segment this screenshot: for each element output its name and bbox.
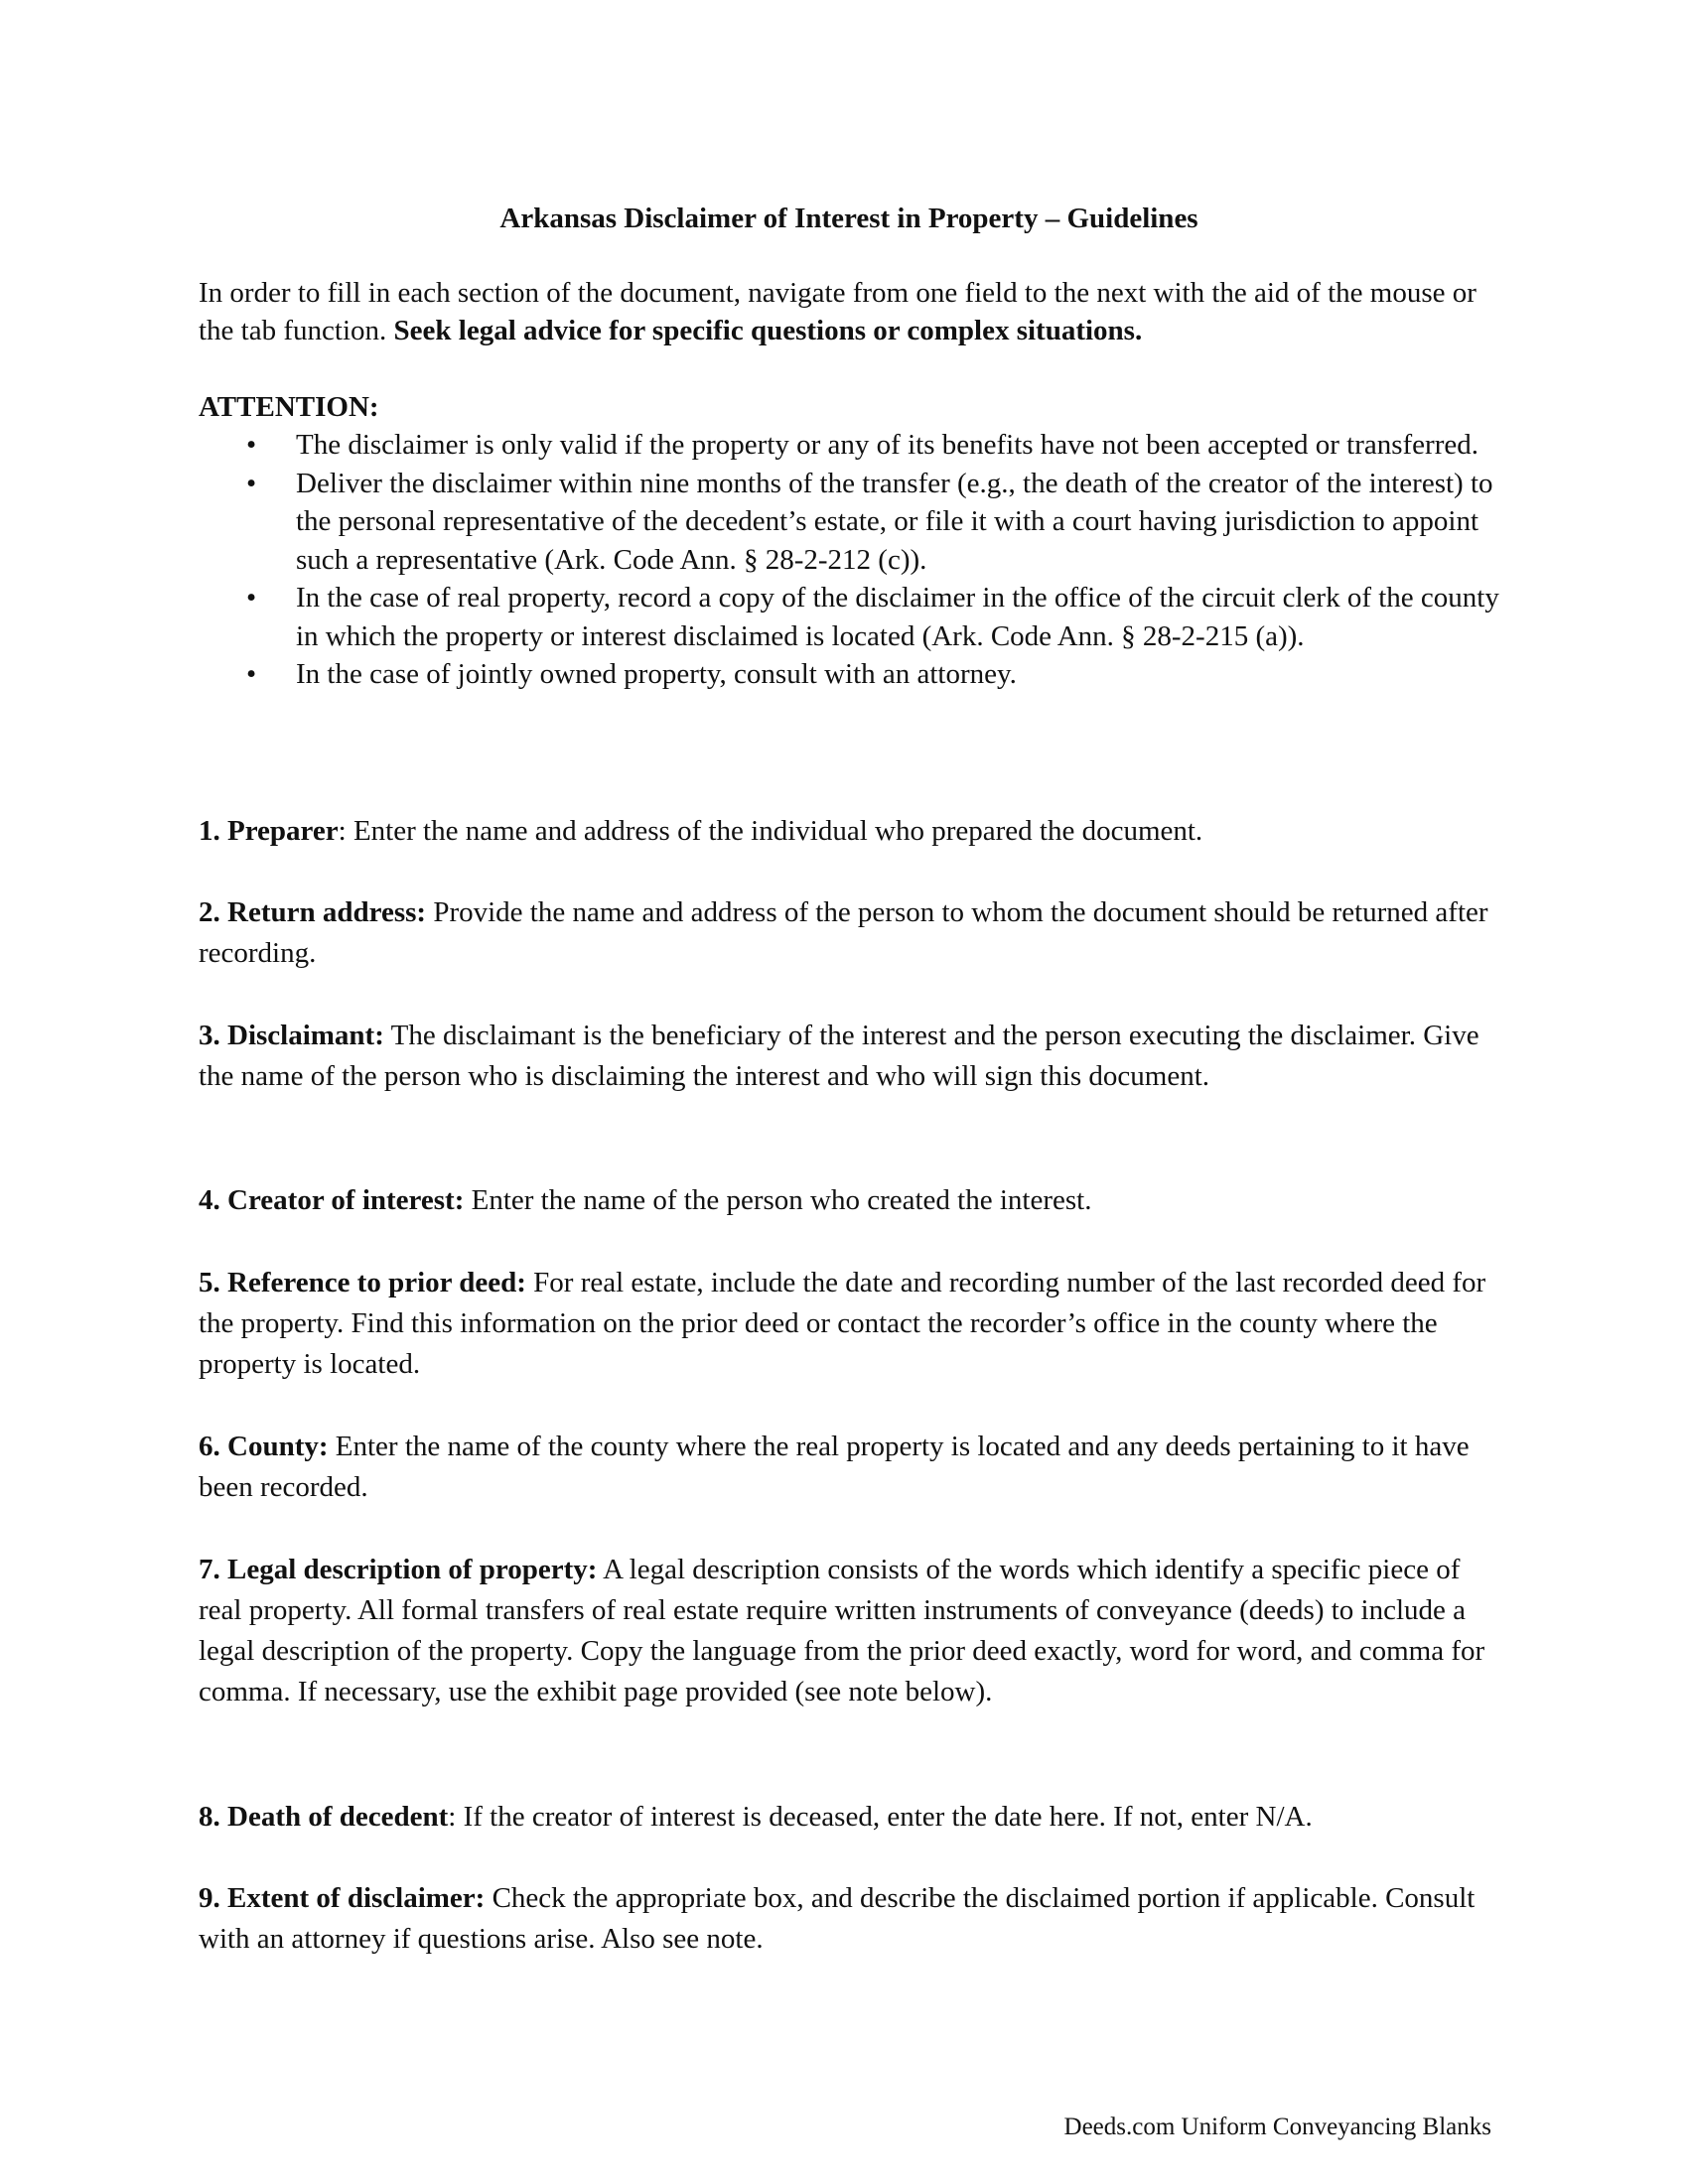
section-text: Enter the name of the county where the real property is located and any deeds pertaining to it have been recorded.: [199, 1431, 1470, 1503]
section-label: 8. Death of decedent: [199, 1801, 449, 1833]
section-label: 7. Legal description of property:: [199, 1554, 598, 1585]
section-label: 9. Extent of disclaimer:: [199, 1882, 486, 1914]
bullet-icon: •: [246, 467, 257, 499]
section-text: The disclaimant is the beneficiary of the interest and the person executing the disclaimer. Give the name of the person who is disclaiming the interest and who will sign this document.: [199, 1020, 1479, 1092]
attention-block: [199, 388, 1499, 694]
section-legal-description: [199, 1550, 1499, 1712]
intro-bold-text: Seek legal advice for specific questions or complex situations.: [393, 315, 1143, 346]
bullet-icon: •: [246, 429, 257, 461]
footer-text: Deeds.com Uniform Conveyancing Blanks: [1063, 2114, 1491, 2140]
section-separator: [329, 1431, 336, 1462]
section-label: 3. Disclaimant:: [199, 1020, 384, 1051]
section-text: Enter the name of the person who created the interest.: [471, 1184, 1092, 1216]
section-text: Provide the name and address of the person to whom the document should be returned after recording.: [199, 896, 1488, 969]
bullet-item: [199, 655, 1499, 694]
bullet-icon: •: [246, 582, 257, 614]
section-text: Check the appropriate box, and describe the disclaimed portion if applicable. Consult with an attorney if questions arise. Also see note.: [199, 1882, 1476, 1955]
section-county: [199, 1427, 1499, 1508]
section-text: Enter the name and address of the individual who prepared the document.: [352, 815, 1203, 847]
intro-text: In order to fill in each section of the document, navigate from one field to the next with the aid of the mouse or the tab function.: [199, 277, 1477, 346]
document-title: Arkansas Disclaimer of Interest in Property – Guidelines: [499, 203, 1198, 234]
section-extent-of-disclaimer: [199, 1878, 1499, 1960]
bullet-text: The disclaimer is only valid if the property or any of its benefits have not been accepted or transferred.: [296, 429, 1478, 461]
section-death-of-decedent: [199, 1797, 1499, 1838]
section-preparer: [199, 811, 1499, 852]
bullet-text: In the case of jointly owned property, consult with an attorney.: [296, 658, 1017, 690]
section-label: 1. Preparer: [199, 815, 339, 847]
section-creator-of-interest: [199, 1180, 1499, 1221]
section-separator: [384, 1020, 391, 1051]
section-disclaimant: [199, 1016, 1499, 1097]
bullet-text: In the case of real property, record a copy of the disclaimer in the office of the circuit clerk of the county in which the property or interest disclaimed is located (Ark. Code Ann. § 28-2-215 (a)).: [296, 582, 1499, 652]
section-label: 2. Return address:: [199, 896, 427, 928]
section-separator: :: [338, 815, 353, 847]
attention-bullet-list: [199, 426, 1499, 694]
section-return-address: [199, 892, 1499, 974]
bullet-icon: •: [246, 658, 257, 690]
bullet-item: [199, 579, 1499, 655]
bullet-item: [199, 465, 1499, 580]
section-reference-to-prior-deed: [199, 1263, 1499, 1385]
bullet-item: [199, 426, 1499, 465]
section-label: 5. Reference to prior deed:: [199, 1267, 526, 1298]
section-text: For real estate, include the date and recording number of the last recorded deed for the property. Find this information on the prior deed or contact the recorder’s office in the county where the property is located.: [199, 1267, 1486, 1380]
attention-heading: ATTENTION:: [199, 391, 379, 423]
section-text: A legal description consists of the words which identify a specific piece of real property. All formal transfers of real estate require written instruments of conveyance (deeds) to include a legal description of the property. Copy the language from the prior deed exactly, word for word, and comma for comma. If necessary, use the exhibit page provided (see note below).: [199, 1554, 1485, 1707]
intro-paragraph: [199, 274, 1499, 349]
section-separator: :: [448, 1801, 464, 1833]
bullet-text: Deliver the disclaimer within nine months of the transfer (e.g., the death of the creator of the interest) to the personal representative of the decedent’s estate, or file it with a court having jurisdiction to appoint such a representative (Ark. Code Ann. § 28-2-212 (c)).: [296, 467, 1493, 576]
section-label: 6. County:: [199, 1431, 329, 1462]
section-label: 4. Creator of interest:: [199, 1184, 465, 1216]
section-separator: [485, 1882, 492, 1914]
section-text: If the creator of interest is deceased, enter the date here. If not, enter N/A.: [463, 1801, 1313, 1833]
section-separator: [464, 1184, 471, 1216]
